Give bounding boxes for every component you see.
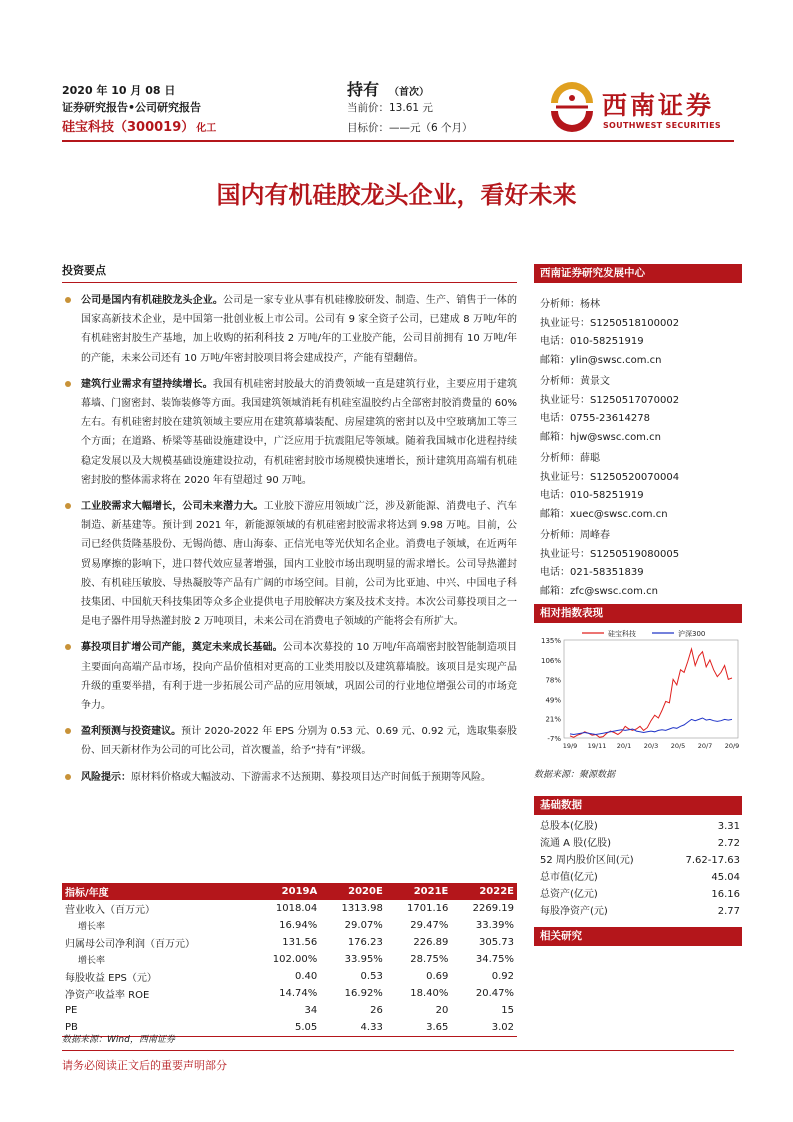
highlight-item [62,497,517,631]
rating-note: （首次） [389,87,430,98]
highlight-text: 公司本次募投的 10 万吨/年高端密封胶智能制造项目主要面向高端产品市场，投向产品价值相对更高的工业类用胶以及建筑幕墙胶。该项目是实现产品升级的重要举措，有利于进一步拓展公司产品的应用领域，巩固公司的行业地位增强公司的市场竞争力。 [81,642,518,712]
x-tick-label: 20/1 [616,742,632,750]
analyst-card [540,296,740,370]
table-cell: 1701.16 [407,903,449,914]
basic-data-table [540,818,740,920]
highlight-lead: 盈利预测与投资建议。 [81,726,182,738]
basic-data-value: 7.62-17.63 [685,855,740,866]
basic-data-row [540,886,740,903]
y-tick-label: 21% [545,715,561,724]
highlight-text: 工业胶下游应用领域广泛，涉及新能源、消费电子、汽车制造、新基建等。预计到 2021 年，新能源领域的有机硅密封胶需求将达到 9.98 万吨。目前，公司已经供货隆基股份、无锡尚德、唐山海泰、正信光电等光伏知名企业。消费电子领域，在近两年贸易摩擦的影响下，进口替代效应显著增强，国内工业胶市场出现明显的需求增长。公司导热灌封胶、有机硅压敏胶、导热凝胶等产品有广阔的市场空间。目前，公司为比亚迪、中兴、中国电子科技集团、中国航天科技集团等众多企业提供电子用胶解决方案及技术支持。本次公司募投项目之一是电子器件用导热灌封胶 2 万吨项目，未来公司在消费电子领域的产能将会有所扩大。 [81,501,518,628]
research-center-heading: 西南证券研究发展中心 [534,264,742,283]
table-cell: 4.33 [320,1019,386,1036]
highlight-lead: 建筑行业需求有望持续增长。 [81,378,213,390]
table-cell: 102.00% [272,954,318,965]
table-row [62,900,517,917]
highlight-text: 公司是一家专业从事有机硅橡胶研发、制造、生产、销售于一体的国家高新技术企业，是中国第一批创业板上市公司。公司有 9 家全资子公司，已建成 8 万吨/年的有机硅密封胶生产基地，加上收购的拓利科技 2 万吨/年的工业胶产能，公司目前拥有 10 万吨/年的产能，未来公司还有 10 万吨/年密封胶项目将会建成投产，产能有望翻倍。 [81,295,517,364]
table-cell: 14.74% [279,988,318,999]
y-tick-label: 135% [540,637,561,645]
basic-data-row [540,903,740,920]
row-label: 增长率 [78,922,106,932]
report-title: 国内有机硅胶龙头企业，看好未来 [216,181,577,209]
highlight-lead: 募投项目扩增公司产能，奠定未来成长基础。 [81,642,283,654]
bullet-icon [65,774,71,780]
table-cell: 33.39% [475,920,514,931]
row-label: PE [65,1005,78,1016]
chart-source: 数据来源：聚源数据 [534,770,616,780]
analyst-list [540,296,740,604]
x-tick-label: 20/3 [643,742,659,750]
y-tick-label: 49% [545,696,561,705]
x-tick-label: 19/9 [562,742,578,750]
bullet-icon [65,381,71,387]
basic-data-value: 2.77 [717,906,740,917]
basic-data-row [540,869,740,886]
company-name [62,116,216,135]
table-row [62,951,517,968]
investment-highlights [62,262,517,794]
table-cell: 0.69 [426,971,449,982]
analyst-email: 邮箱：hjw@swsc.com.cn [540,431,661,443]
highlight-item [62,291,517,368]
highlight-item [62,722,517,760]
highlight-item [62,638,517,715]
table-cell: 5.05 [250,1019,320,1036]
target-price: 目标价：——元（6 个月） [347,122,473,134]
table-cell: 16.92% [344,988,383,999]
logo-text-en: SOUTHWEST SECURITIES [603,121,721,130]
row-label: 营业收入（百万元） [65,905,155,916]
table-cell: 18.40% [410,988,449,999]
highlight-text: 预计 2020-2022 年 EPS 分别为 0.53 元、0.69 元、0.92 元，选取集泰股份、回天新材作为公司的可比公司，首次覆盖，给予“持有”评级。 [81,726,517,757]
bullet-icon [65,644,71,650]
highlight-text: 我国有机硅密封胶最大的消费领域一直是建筑行业，主要应用于建筑幕墙、门窗密封、装饰装修等方面。我国建筑领域消耗有机硅室温胶约占全部密封胶消费量的 60%左右。有机硅密封胶在建筑领域主要应用在建筑幕墙装配、房屋建筑的密封以及中空玻璃加工等三个方面；在道路、桥梁等基础设施建设中，广泛应用于抗震阻尼等领域。随着我国城市化进程持续稳定发展以及大规模基础设施建设拉动，有机硅密封胶市场规模快速增长，预计建筑用高端有机硅密封胶的整体需求将在 2020 年有望超过 90 万吨。 [81,378,518,486]
basic-data-label: 总股本(亿股) [540,821,598,832]
table-cell: 20.47% [475,988,514,999]
table-cell: 33.95% [344,954,383,965]
highlight-lead: 公司是国内有机硅胶龙头企业。 [81,295,223,306]
highlight-text: 原材料价格或大幅波动、下游需求不达预期、募投项目达产时间低于预期等风险。 [131,771,491,783]
plot-frame [564,640,738,738]
analyst-cert: 执业证号：S1250517070002 [540,394,680,406]
analyst-cert: 执业证号：S1250520070004 [540,471,680,483]
basic-data-row [540,818,740,835]
relative-index-chart [534,626,742,752]
legend-label: 沪深300 [678,630,706,638]
basic-data-value: 16.16 [711,889,740,900]
basic-data-value: 2.72 [717,838,740,849]
table-row [62,934,517,951]
y-tick-label: -7% [547,735,561,743]
table-cell: 16.94% [279,920,318,931]
legend-label: 硅宝科技 [608,630,636,638]
table-cell: 3.65 [386,1019,452,1036]
analyst-card [540,450,740,524]
analyst-card [540,373,740,447]
current-price: 当前价：13.61 元 [347,102,433,114]
table-row [62,968,517,985]
highlight-lead: 工业胶需求大幅增长，公司未来潜力大。 [81,501,264,513]
table-cell: 34.75% [475,954,514,965]
forecast-table [62,883,517,1037]
analyst-name: 分析师：周峰春 [540,530,610,541]
analyst-email: 邮箱：xuec@swsc.com.cn [540,508,668,520]
investment-heading: 投资要点 [62,262,517,283]
bullet-icon [65,728,71,734]
table-row [62,1002,517,1019]
table-cell: 26 [370,1005,383,1016]
highlight-item [62,375,517,490]
column-header: 2021E [386,883,452,900]
analyst-phone: 电话：0755-23614278 [540,413,650,424]
series-line [570,649,732,737]
table-cell: 305.73 [479,937,514,948]
x-tick-label: 19/11 [587,742,607,750]
highlight-item [62,768,517,787]
table-cell: 34 [304,1005,318,1016]
row-label: PB [62,1019,250,1036]
basic-data-value: 45.04 [711,872,740,883]
table-cell: 176.23 [347,937,383,948]
analyst-email: 邮箱：ylin@swsc.com.cn [540,354,662,366]
basic-data-label: 52 周内股价区间(元) [540,855,634,866]
rating-value: 持有 [347,80,380,99]
column-header: 2019A [250,883,320,900]
related-research-heading: 相关研究 [534,927,742,946]
highlight-lead: 风险提示： [81,771,131,783]
bullet-icon [65,503,71,509]
row-label: 增长率 [78,956,106,966]
analyst-cert: 执业证号：S1250518100002 [540,317,680,329]
table-cell: 29.47% [410,920,449,931]
row-label: 归属母公司净利润（百万元） [65,939,195,950]
analyst-name: 分析师：杨林 [540,299,600,310]
column-header: 2022E [451,883,517,900]
analyst-phone: 电话：010-58251919 [540,490,644,501]
bullet-icon [65,297,71,303]
x-tick-label: 20/7 [697,742,713,750]
analyst-phone: 电话：010-58251919 [540,336,644,347]
report-date: 2020 年 10 月 08 日 [62,84,176,97]
table-cell: 131.56 [282,937,318,948]
table-cell: 3.02 [451,1019,517,1036]
basic-data-label: 总市值(亿元) [540,872,598,883]
x-tick-label: 20/9 [724,742,740,750]
table-cell: 29.07% [344,920,383,931]
logo-text-cn: 西南证券 [602,91,715,120]
table-row [62,985,517,1002]
rating [347,77,429,100]
table-cell: 0.40 [294,971,318,982]
table-source: 数据来源：Wind，西南证券 [62,1035,175,1045]
table-header-row [62,883,517,900]
analyst-name: 分析师：薛聪 [540,453,600,464]
analyst-cert: 执业证号：S1250519080005 [540,548,680,560]
table-cell: 28.75% [410,954,449,965]
table-cell: 0.53 [360,971,383,982]
table-cell: 0.92 [491,971,514,982]
table-cell: 1018.04 [275,903,318,914]
chart-heading: 相对指数表现 [534,604,742,623]
basic-data-row [540,852,740,869]
row-label: 每股收益 EPS（元） [65,973,157,984]
header-divider [62,140,734,142]
x-tick-label: 20/5 [670,742,686,750]
basic-data-heading: 基础数据 [534,796,742,815]
basic-data-label: 总资产(亿元) [540,889,598,900]
y-tick-label: 78% [545,676,561,685]
basic-data-value: 3.31 [717,821,740,832]
footer-disclaimer: 请务必阅读正文后的重要声明部分 [62,1059,227,1072]
table-cell: 226.89 [413,937,449,948]
basic-data-label: 每股净资产(元) [540,906,608,917]
analyst-email: 邮箱：zfc@swsc.com.cn [540,585,658,597]
table-cell: 15 [501,1005,514,1016]
table-cell: 1313.98 [341,903,383,914]
table-row [62,917,517,934]
footer-divider [62,1050,734,1051]
analyst-name: 分析师：黄景文 [540,376,610,387]
y-tick-label: 106% [540,657,561,666]
table-cell: 20 [435,1005,449,1016]
analyst-phone: 电话：021-58351839 [540,567,644,578]
table-cell: 2269.19 [472,903,514,914]
column-header: 指标/年度 [62,883,250,900]
industry-label: 化工 [196,123,217,134]
report-type: 证券研究报告•公司研究报告 [62,101,202,114]
analyst-card [540,527,740,601]
company-label: 硅宝科技（300019） [62,120,195,135]
basic-data-row [540,835,740,852]
basic-data-label: 流通 A 股(亿股) [540,838,612,849]
row-label: 净资产收益率 ROE [65,990,150,1001]
column-header: 2020E [320,883,386,900]
